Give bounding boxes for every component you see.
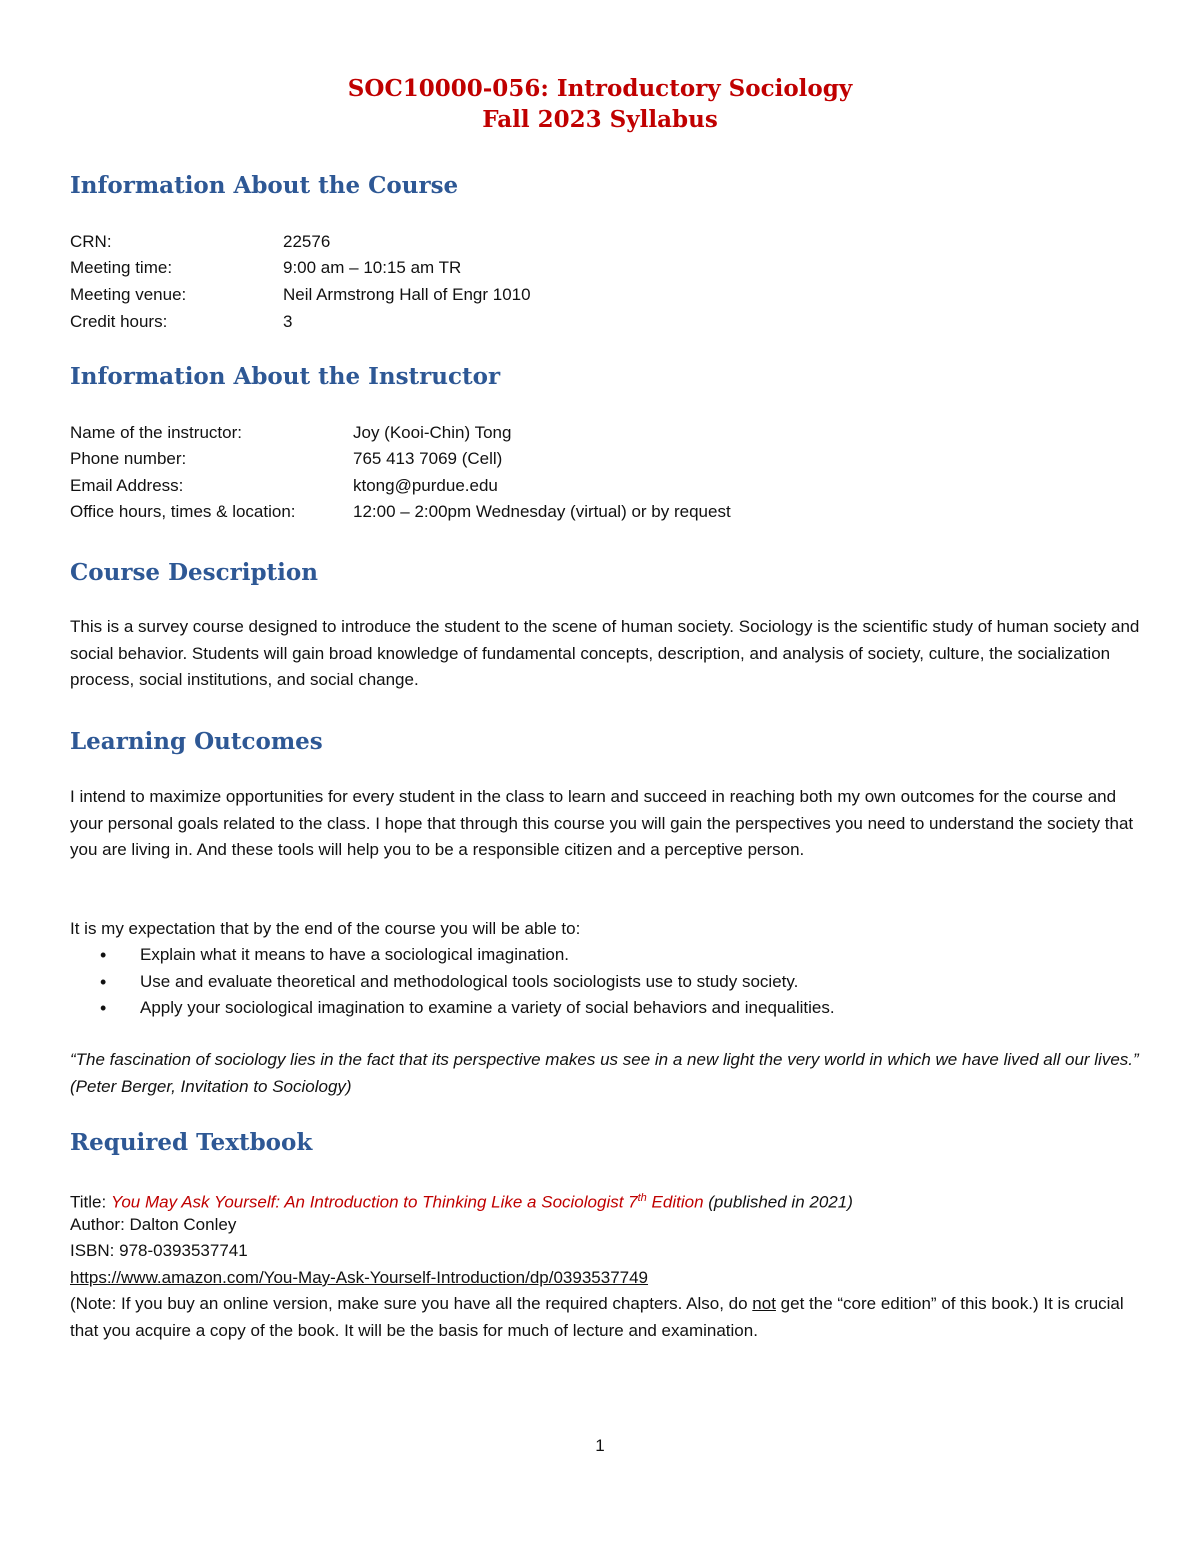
textbook-note-part2: get the “core edition” of this book.) It is crucial that you acquire a copy of the book. It will be the basis for much of lecture and examination. [70, 1294, 1124, 1340]
info-value: 3 [283, 312, 293, 331]
textbook-url-link[interactable]: https://www.amazon.com/You-May-Ask-Yourself-Introduction/dp/0393537749 [70, 1268, 649, 1287]
textbook-author: Author: Dalton Conley [70, 1215, 237, 1234]
document-subtitle: Fall 2023 Syllabus [482, 106, 718, 133]
textbook-edition: Edition [651, 1192, 704, 1212]
bullet-icon: • [100, 972, 107, 992]
heading-learning-outcomes: Learning Outcomes [70, 728, 323, 755]
textbook-edition-superscript: th [637, 1192, 647, 1204]
info-label: Phone number: [70, 449, 187, 468]
heading-course-description: Course Description [70, 559, 318, 586]
info-label: Name of the instructor: [70, 423, 242, 442]
list-item-text: Explain what it means to have a sociological imagination. [140, 945, 570, 964]
textbook-published: (published in 2021) [708, 1192, 853, 1212]
textbook-note [70, 1291, 1140, 1344]
info-value: 12:00 – 2:00pm Wednesday (virtual) or by request [353, 502, 731, 521]
textbook-url-line [70, 1267, 648, 1289]
textbook-title-line [70, 1187, 853, 1214]
info-label: CRN: [70, 232, 112, 251]
info-label: Office hours, times & location: [70, 502, 296, 521]
document-title: SOC10000-056: Introductory Sociology [347, 75, 853, 102]
info-label: Meeting time: [70, 258, 173, 277]
bullet-icon: • [100, 945, 107, 965]
course-description-text: This is a survey course designed to introduce the student to the scene of human society. Sociology is the scientific study of human society and social behavior. Students will gain broad knowledge of fundamental concepts, description, and analysis of society, culture, the socialization process, social institutions, and social change. [70, 617, 1140, 689]
textbook-title: You May Ask Yourself: An Introduction to Thinking Like a Sociologist 7 [110, 1192, 638, 1212]
sociology-quote: “The fascination of sociology lies in the fact that its perspective makes us see in a new light the very world in which we have lived all our lives.” (Peter Berger, Invitation to Sociology) [70, 1050, 1139, 1096]
list-item-text: Apply your sociological imagination to examine a variety of social behaviors and inequalities. [140, 998, 835, 1017]
outcomes-expectation-text: It is my expectation that by the end of the course you will be able to: [70, 919, 581, 938]
bullet-icon: • [100, 998, 107, 1018]
heading-required-textbook: Required Textbook [70, 1129, 313, 1156]
textbook-title-label: Title: [70, 1192, 107, 1212]
page-number: 1 [595, 1436, 605, 1455]
textbook-note-part1: (Note: If you buy an online version, make sure you have all the required chapters. Also, do [70, 1294, 748, 1313]
info-value: 22576 [283, 232, 331, 251]
heading-course-info: Information About the Course [70, 172, 459, 199]
info-label: Meeting venue: [70, 285, 187, 304]
list-item-text: Use and evaluate theoretical and methodological tools sociologists use to study society. [140, 972, 799, 991]
info-label: Credit hours: [70, 312, 168, 331]
textbook-isbn: ISBN: 978-0393537741 [70, 1241, 248, 1260]
heading-instructor-info: Information About the Instructor [70, 363, 501, 390]
info-value: Joy (Kooi-Chin) Tong [353, 423, 512, 442]
info-label: Email Address: [70, 476, 184, 495]
textbook-note-not: not [752, 1294, 776, 1313]
email-link[interactable]: ktong@purdue.edu [353, 476, 498, 495]
outcomes-intro-text: I intend to maximize opportunities for every student in the class to learn and succeed in reaching both my own outcomes for the course and your personal goals related to the class. I hope that through this course you will gain the perspectives you need to understand the society that you are living in. And these tools will help you to be a responsible citizen and a perceptive person. [70, 787, 1134, 859]
info-value: 765 413 7069 (Cell) [353, 449, 503, 468]
info-value: Neil Armstrong Hall of Engr 1010 [283, 285, 531, 304]
info-value: 9:00 am – 10:15 am TR [283, 258, 462, 277]
